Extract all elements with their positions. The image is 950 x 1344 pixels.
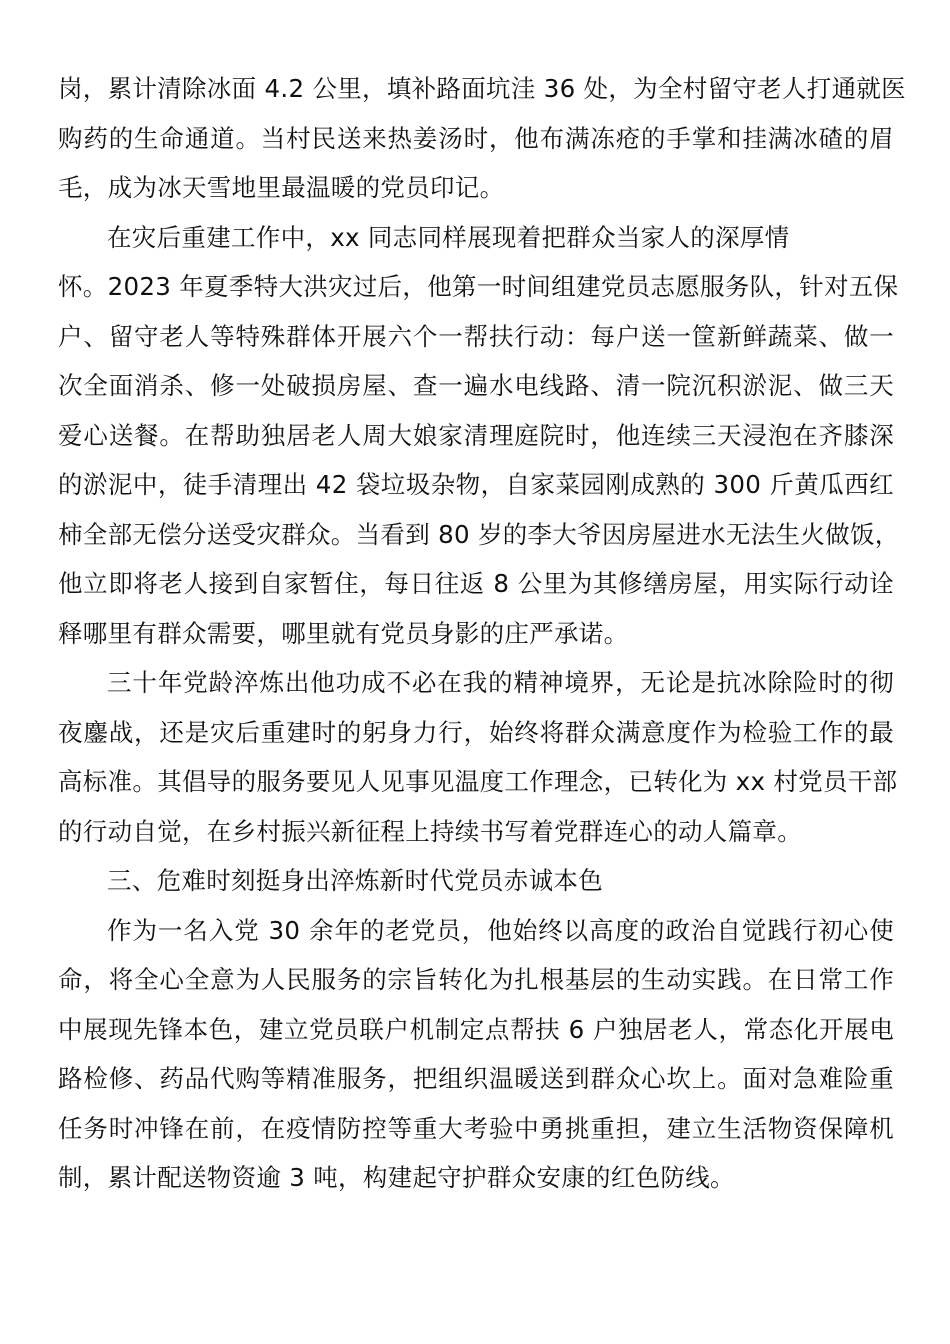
section-heading: 三、危难时刻挺身出淬炼新时代党员赤诚本色 — [107, 866, 603, 895]
paragraph-veteran-member — [58, 906, 894, 1203]
paragraph-ice-removal — [58, 64, 906, 213]
text-line: 岗，累计清除冰面 4.2 公里，填补路面坑洼 36 处，为全村留守老人打通就医 — [58, 74, 906, 103]
text-line: 任务时冲锋在前，在疫情防控等重大考验中勇挑重担，建立生活物资保障机 — [58, 1113, 894, 1143]
document-page — [58, 64, 906, 1203]
text-line: 柿全部无偿分送受灾群众。当看到 80 岁的李大爷因房屋进水无法生火做饭， — [58, 519, 900, 549]
paragraph-thirty-years — [58, 658, 898, 856]
text-line: 命，将全心全意为人民服务的宗旨转化为扎根基层的生动实践。在日常工作 — [58, 965, 894, 994]
text-line: 释哪里有群众需要，哪里就有党员身影的庄严承诺。 — [58, 618, 629, 648]
text-line: 作为一名入党 30 余年的老党员，他始终以高度的政治自觉践行初心使 — [107, 915, 894, 945]
text-line: 他立即将老人接到自家暂住，每日往返 8 公里为其修缮房屋，用实际行动诠 — [58, 569, 894, 598]
text-line: 的行动自觉，在乡村振兴新征程上持续书写着党群连心的动人篇章。 — [58, 816, 802, 846]
text-line: 的淤泥中，徒手清理出 42 袋垃圾杂物，自家菜园刚成熟的 300 斤黄瓜西红 — [58, 470, 894, 499]
text-line: 高标准。其倡导的服务要见人见事见温度工作理念，已转化为 xx 村党员干部 — [58, 767, 898, 796]
text-line: 夜鏖战，还是灾后重建时的躬身力行，始终将群众满意度作为检验工作的最 — [58, 717, 894, 747]
text-line: 路检修、药品代购等精准服务，把组织温暖送到群众心坎上。面对急难险重 — [58, 1064, 894, 1093]
text-line: 爱心送餐。在帮助独居老人周大娘家清理庭院时，他连续三天浸泡在齐膝深 — [58, 420, 894, 450]
text-line: 毛，成为冰天雪地里最温暖的党员印记。 — [58, 173, 505, 202]
text-line: 制，累计配送物资逾 3 吨，构建起守护群众安康的红色防线。 — [58, 1163, 735, 1192]
text-line: 三十年党龄淬炼出他功成不必在我的精神境界，无论是抗冰除险时的彻 — [107, 668, 894, 697]
text-line: 购药的生命通道。当村民送来热姜汤时，他布满冻疮的手掌和挂满冰碴的眉 — [58, 123, 894, 153]
text-line: 户、留守老人等特殊群体开展六个一帮扶行动：每户送一筐新鲜蔬菜、做一 — [58, 321, 894, 351]
text-line: 怀。2023 年夏季特大洪灾过后，他第一时间组建党员志愿服务队，针对五保 — [58, 272, 899, 301]
text-line: 中展现先锋本色，建立党员联户机制定点帮扶 6 户独居老人，常态化开展电 — [58, 1014, 894, 1044]
text-line: 在灾后重建工作中，xx 同志同样展现着把群众当家人的深厚情 — [107, 222, 790, 252]
text-line: 次全面消杀、修一处破损房屋、查一遍水电线路、清一院沉积淤泥、做三天 — [58, 371, 894, 400]
paragraph-flood-rebuild — [58, 213, 900, 659]
